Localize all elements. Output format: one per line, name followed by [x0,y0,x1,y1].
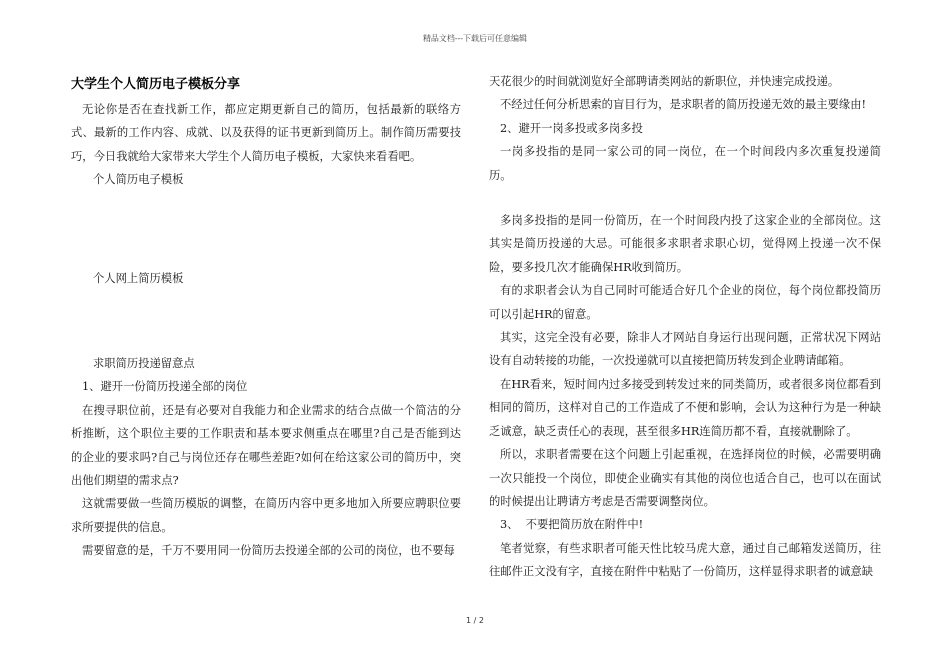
document-title: 大学生个人简历电子模板分享 [71,77,241,92]
point-1-heading: 1、避开一份简历投递全部的岗位 [82,380,248,394]
template-heading-2: 个人网上简历模板 [93,271,184,285]
template-heading-1: 个人简历电子模板 [93,173,184,187]
spacer [489,187,881,209]
left-column [71,74,461,563]
point-3-heading: 3、 不要把简历放在附件中! [500,518,644,532]
point-2-heading: 2、避开一岗多投或多岗多投 [500,121,643,135]
paragraph-continued: 天花很少的时间就浏览好全部聘请类网站的新职位，并快速完成投递。 [489,75,840,88]
paragraph-adjust: 这就需要做一些简历模版的调整，在简历内容中更多地加入所要应聘职位要求所要提供的信息。 [71,497,461,534]
notes-heading: 求职简历投递留意点 [93,357,195,371]
page-number: 1 / 2 [466,616,484,625]
paragraph-hr-view: 在HR看来，短时间内过多接受到转发过来的同类简历，或者很多岗位都看到相同的简历，这样对自己的工作造成了不便和影响，会认为这种行为是一种缺乏诚意，缺乏责任心的表现，甚至很多HR连简历都不看，直接就删除了。 [489,377,881,438]
header-note: 精品文档---下载后可任意编辑 [422,34,528,43]
paragraph-therefore: 所以，求职者需要在这个问题上引起重视，在选择岗位的时候，必需要明确一次只能投一个岗位，即使企业确实有其他的岗位也适合自己，也可以在面试的时候提出让聘请方考虑是否需要调整岗位。 [489,448,881,508]
paragraph-one-job-many: 一岗多投指的是同一家公司的同一岗位，在一个时间段内多次重复投递简历。 [489,145,881,182]
paragraph-blind-action: 不经过任何分析思索的盲目行为，是求职者的简历投递无效的最主要缘由! [500,98,867,112]
paragraph-many-jobs: 多岗多投指的是同一份简历，在一个时间段内投了这家企业的全部岗位。这其实是简历投递的大忌。可能很多求职者求职心切，觉得网上投递一次不保险，要多投几次才能确保HR收到简历。 [489,214,881,274]
paragraph-attachment: 笔者觉察，有些求职者可能天性比较马虎大意，通过自己邮箱发送简历，往往邮件正文没有字，直接在附件中粘贴了一份简历，这样显得求职者的诚意缺 [489,541,881,579]
paragraph-not-necessary: 其实，这完全没有必要，除非人才网站自身运行出现问题，正常状况下网站设有自动转接的功能，一次投递就可以直接把简历转发到企业聘请邮箱。 [489,331,881,368]
paragraph-analysis: 在搜寻职位前，还是有必要对自我能力和企业需求的结合点做一个简洁的分析推断，这个职位主要的工作职责和基本要求侧重点在哪里?自己是否能到达的企业的要求吗?自己与岗位还存在哪些差距?如何在给这家公司的简历中，突出他们期望的需求点? [71,403,461,488]
paragraph-caution: 需要留意的是，千万不要用同一份简历去投递全部的公司的岗位，也不要每 [82,544,455,558]
paragraph-multiple-roles: 有的求职者会认为自己同时可能适合好几个企业的岗位，每个岗位都投简历可以引起HR的留意。 [489,284,881,321]
right-column [489,74,881,584]
image-placeholder-1 [71,192,461,267]
image-placeholder-2 [71,290,461,352]
intro-paragraph: 无论你是否在查找新工作，都应定期更新自己的简历，包括最新的联络方式、最新的工作内容、成就、以及获得的证书更新到简历上。制作简历需要技巧，今日我就给大家带来大学生个人简历电子模板，大家快来看看吧。 [71,103,461,163]
